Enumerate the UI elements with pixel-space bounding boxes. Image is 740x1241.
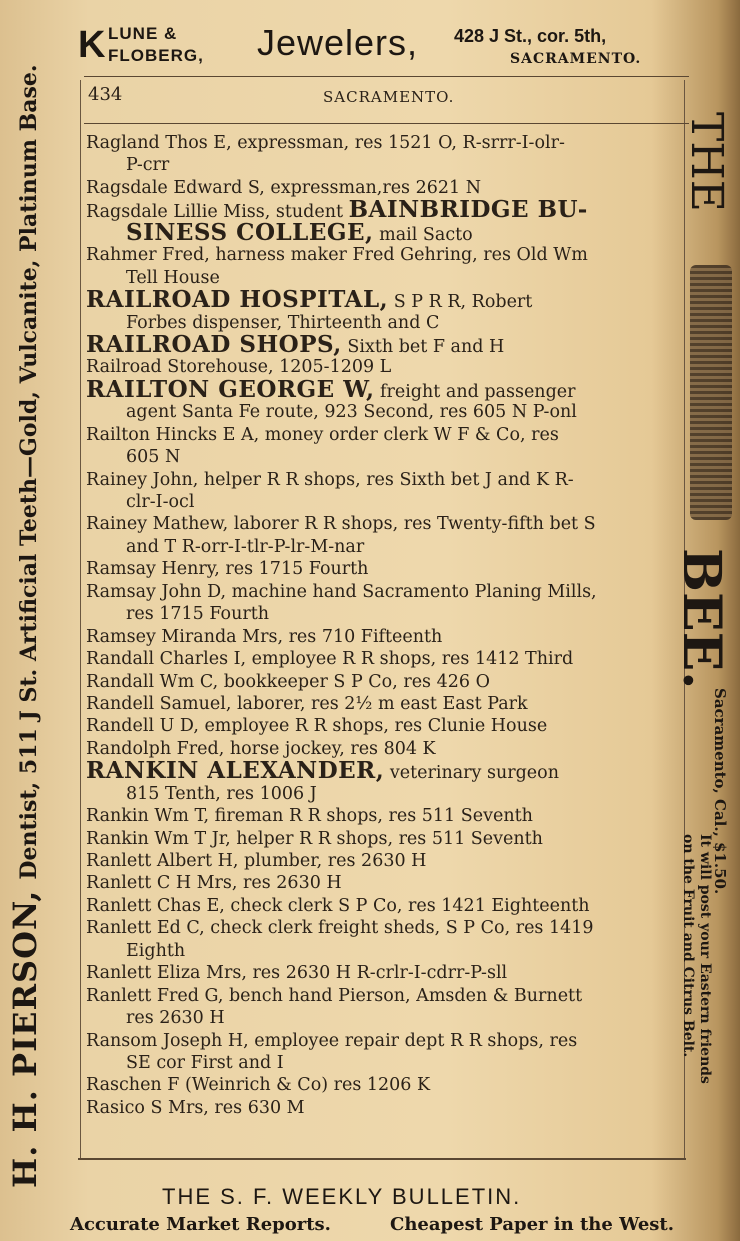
right-ad-tagline: [679, 834, 713, 1084]
directory-entry: [86, 244, 682, 266]
entry-text: Ranlett C H Mrs, res 2630 H: [86, 873, 342, 894]
ad-firm-line2: FLOBERG,: [108, 46, 204, 65]
entry-text: Ragland Thos E, expressman, res 1521 O, R-srrr-I-olr-: [86, 133, 565, 153]
entry-text: Rankin Wm T Jr, helper R R shops, res 511 Seventh: [86, 828, 543, 849]
directory-entry: [86, 648, 682, 670]
entry-text: Ranlett Fred G, bench hand Pierson, Amsden & Burnett: [86, 985, 583, 1006]
directory-entry: [86, 985, 682, 1007]
entry-continuation-line: [86, 536, 682, 558]
directory-entry: [86, 850, 682, 872]
entry-text: res 2630 H: [126, 1008, 225, 1029]
entry-text: Railroad Storehouse, 1205-1209 L: [86, 357, 392, 378]
entry-bold-name: RAILROAD HOSPITAL,: [86, 289, 389, 312]
right-ad-the: THE: [681, 112, 732, 212]
entry-bold-name: SINESS COLLEGE,: [126, 221, 374, 245]
directory-entry: [86, 895, 682, 917]
entry-text: SE cor First and I: [126, 1052, 284, 1073]
directory-entry: [86, 917, 682, 939]
footer-ad-left: Accurate Market Reports.: [70, 1214, 331, 1235]
right-ad-line2: on the Fruit and Citrus Belt.: [680, 834, 696, 1058]
bottom-rule: [78, 1158, 686, 1160]
entry-continuation-line: [86, 154, 682, 176]
entry-continuation-line: [86, 603, 682, 625]
entry-bold-name: RAILTON GEORGE W,: [86, 378, 375, 402]
entry-text: Ransom Joseph H, employee repair dept R R shops, res: [86, 1030, 578, 1051]
ad-initial-letter: K: [78, 24, 106, 66]
left-ad-text: Dentist, 511 J St. Artificial Teeth—Gold, Vulcanite, Platinum Base.: [16, 64, 42, 880]
running-head: SACRAMENTO.: [323, 88, 455, 106]
footer-advertisement: [60, 1184, 700, 1239]
directory-entry: [86, 424, 682, 446]
right-ad-price: Sacramento, Cal., $1.50.: [711, 688, 729, 895]
entry-continuation-line: [86, 222, 682, 244]
left-margin-advertisement: [6, 58, 68, 1188]
entry-trailing-text: mail Sacto: [373, 224, 473, 245]
entry-text: Forbes dispenser, Thirteenth and C: [126, 312, 440, 333]
left-ad-name: H. H. PIERSON,: [6, 889, 44, 1188]
directory-entry: [86, 289, 682, 311]
entry-text: Ranlett Ed C, check clerk freight sheds, S P Co, res 1419: [86, 918, 594, 939]
head-rule: [84, 123, 689, 124]
entry-text: Randell Samuel, laborer, res 2½ m east East Park: [86, 693, 528, 714]
directory-entry: [86, 558, 682, 580]
entry-text: Ramsey Miranda Mrs, res 710 Fifteenth: [86, 626, 443, 647]
entry-text: Randall Charles I, employee R R shops, res 1412 Third: [86, 649, 574, 670]
entry-text: Ragsdale Lillie Miss, student: [86, 202, 349, 222]
directory-entry: [86, 199, 682, 221]
right-ad-bee: BEE.: [671, 548, 732, 690]
entry-text: Ramsay Henry, res 1715 Fourth: [86, 559, 369, 580]
ad-city: SACRAMENTO.: [510, 51, 642, 67]
entry-text: Randell U D, employee R R shops, res Clunie House: [86, 716, 548, 737]
directory-entry: [86, 334, 682, 356]
directory-entry: [86, 581, 682, 603]
entry-continuation-line: [86, 940, 682, 962]
directory-entry: [86, 513, 682, 535]
directory-entry: [86, 872, 682, 894]
entry-trailing-text: freight and passenger: [374, 381, 576, 402]
directory-entry: [86, 132, 682, 154]
entry-text: Ranlett Chas E, check clerk S P Co, res 1421 Eighteenth: [86, 895, 590, 916]
directory-entry: [86, 177, 682, 199]
top-rule: [84, 76, 689, 77]
entry-text: and T R-orr-I-tlr-P-lr-M-nar: [126, 536, 365, 557]
page-number: 434: [88, 84, 123, 105]
entry-text: Rainey John, helper R R shops, res Sixth bet J and K R-: [86, 469, 574, 490]
entry-bold-name: BAINBRIDGE BU-: [348, 199, 588, 222]
directory-entry: [86, 828, 682, 850]
entry-text: Randall Wm C, bookkeeper S P Co, res 426 O: [86, 671, 490, 692]
directory-entry: [86, 671, 682, 693]
entry-trailing-text: veterinary surgeon: [384, 763, 559, 783]
entry-text: Ranlett Albert H, plumber, res 2630 H: [86, 851, 427, 871]
entry-continuation-line: [86, 401, 682, 423]
entry-text: Tell House: [126, 267, 220, 288]
entry-text: Rankin Wm T, fireman R R shops, res 511 Seventh: [86, 806, 533, 827]
entry-continuation-line: [86, 1052, 682, 1074]
entry-text: 815 Tenth, res 1006 J: [126, 783, 317, 804]
entry-trailing-text: S P R R, Robert: [388, 292, 533, 312]
directory-entry: [86, 693, 682, 715]
entry-text: P-crr: [126, 155, 170, 176]
entry-continuation-line: [86, 1007, 682, 1029]
entry-continuation-line: [86, 312, 682, 334]
directory-entry: [86, 1030, 682, 1052]
directory-entry: [86, 1074, 682, 1096]
entry-text: Raschen F (Weinrich & Co) res 1206 K: [86, 1075, 431, 1096]
header-advertisement: [70, 18, 695, 74]
directory-entry: [86, 1097, 682, 1119]
footer-ad-right: Cheapest Paper in the West.: [390, 1214, 675, 1235]
entry-text: agent Santa Fe route, 923 Second, res 605 N P-onl: [126, 402, 577, 423]
directory-entry: [86, 715, 682, 737]
entry-continuation-line: [86, 783, 682, 805]
entry-text: Rahmer Fred, harness maker Fred Gehring, res Old Wm: [86, 245, 588, 266]
entry-text: Randolph Fred, horse jockey, res 804 K: [86, 738, 436, 759]
directory-entry: [86, 356, 682, 378]
entry-bold-name: RANKIN ALEXANDER,: [86, 760, 385, 783]
directory-entries: [86, 132, 682, 1119]
footer-ad-title: THE S. F. WEEKLY BULLETIN.: [162, 1184, 522, 1209]
directory-entry: [86, 805, 682, 827]
directory-entry: [86, 760, 682, 782]
entry-text: Ragsdale Edward S, expressman,res 2621 N: [86, 177, 482, 198]
entry-continuation-line: [86, 267, 682, 289]
entry-text: clr-I-ocl: [126, 492, 195, 512]
entry-trailing-text: Sixth bet F and H: [341, 336, 505, 357]
ad-trade: Jewelers,: [257, 22, 419, 63]
ad-address: 428 J St., cor. 5th,: [454, 26, 607, 46]
left-border-rule: [80, 80, 81, 1158]
entry-text: Rasico S Mrs, res 630 M: [86, 1097, 305, 1118]
entry-continuation-line: [86, 446, 682, 468]
ad-firm-line1: LUNE &: [108, 24, 178, 43]
directory-entry: [86, 738, 682, 760]
directory-entry: [86, 626, 682, 648]
directory-entry: [86, 469, 682, 491]
entry-text: res 1715 Fourth: [126, 604, 270, 625]
entry-text: Railton Hincks E A, money order clerk W F & Co, res: [86, 424, 559, 445]
entry-bold-name: RAILROAD SHOPS,: [86, 333, 342, 357]
directory-entry: [86, 379, 682, 401]
entry-text: Ramsay John D, machine hand Sacramento Planing Mills,: [86, 581, 597, 602]
entry-text: 605 N: [126, 447, 181, 468]
entry-text: Eighth: [126, 940, 186, 961]
right-ad-line1: It will post your Eastern friends: [697, 834, 713, 1084]
directory-entry: [86, 962, 682, 984]
entry-continuation-line: [86, 491, 682, 513]
locomotive-illustration-icon: [690, 265, 732, 520]
entry-text: Ranlett Eliza Mrs, res 2630 H R-crlr-I-cdrr-P-sll: [86, 963, 508, 984]
entry-text: Rainey Mathew, laborer R R shops, res Twenty-fifth bet S: [86, 514, 596, 535]
